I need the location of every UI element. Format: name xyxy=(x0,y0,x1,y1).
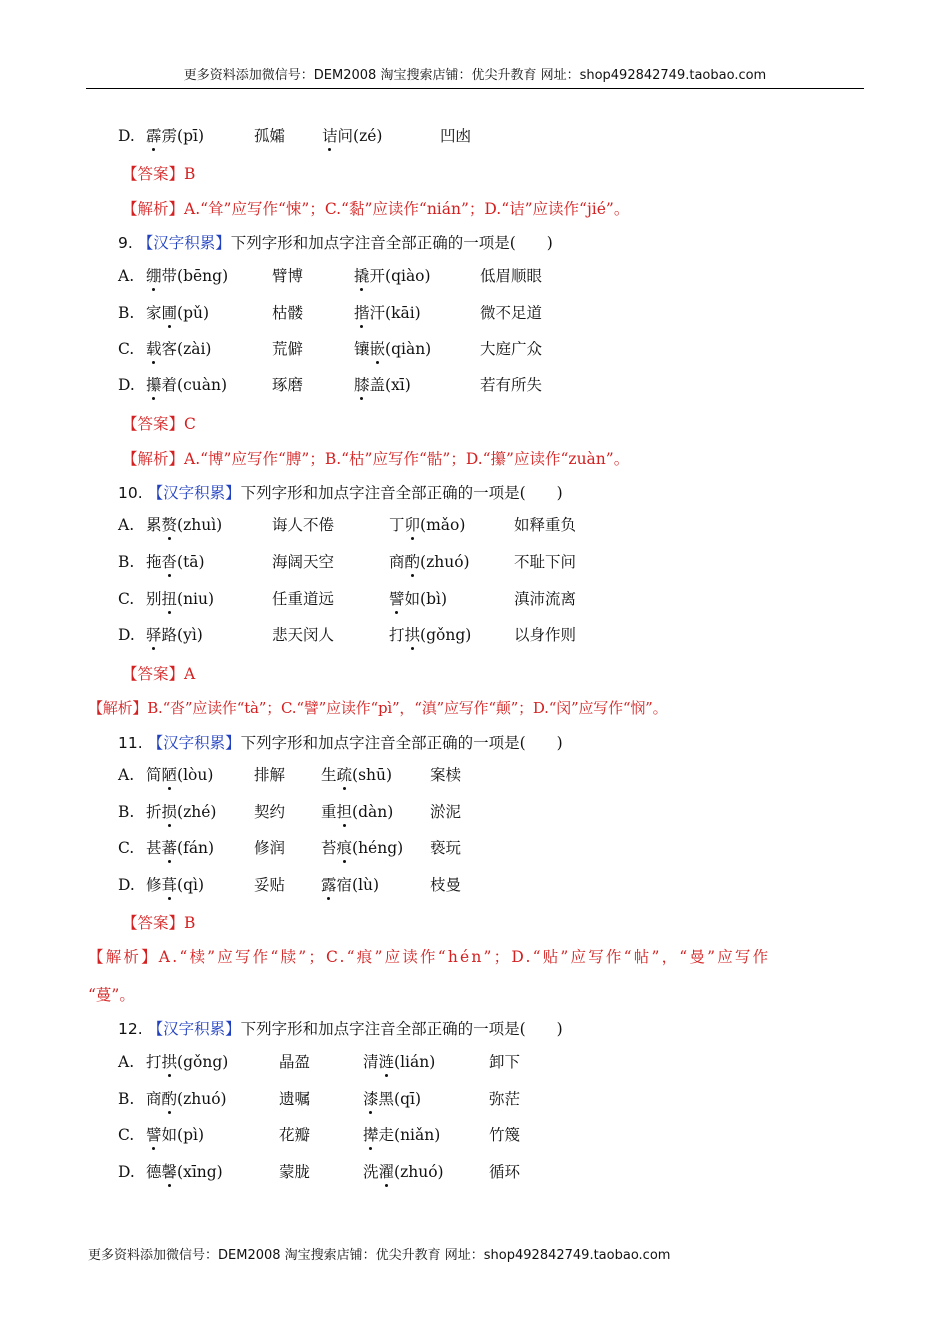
q9-analysis: 【解析】A.“博”应写作“膊”；B.“枯”应写作“骷”；D.“攥”应读作“zuàn”。 xyxy=(122,450,630,468)
q11-option-d: D. 修葺(qì) 妥贴 露宿(lù) 枝曼 xyxy=(118,873,818,897)
page-header: 更多资料添加微信号：DEM2008 淘宝搜索店铺：优尖升教育 网址：shop492842749.taobao.com xyxy=(86,66,864,89)
q11-option-a: A. 简陋(lòu) 排解 生疏(shū) 案椟 xyxy=(118,763,818,787)
q10-option-c: C. 别扭(niu) 任重道远 譬如(bì) 滇沛流离 xyxy=(118,587,818,611)
option-item-3: 诘问(zé) xyxy=(322,124,382,148)
q10-option-b: B. 拖沓(tā) 海阔天空 商酌(zhuó) 不耻下问 xyxy=(118,550,818,574)
q10-analysis: 【解析】B.“沓”应读作“tà”；C.“譬”应读作“pì”，“滇”应写作“颠”；D.“闵”应写作“悯”。 xyxy=(88,699,668,717)
q12-option-c: C. 譬如(pì) 花瓣 撵走(niǎn) 竹篾 xyxy=(118,1123,818,1147)
q11-option-c: C. 甚蕃(fán) 修润 苔痕(héng) 亵玩 xyxy=(118,836,818,860)
category-tag: 【汉字积累】 xyxy=(147,734,241,752)
q10-stem: 10. 【汉字积累】下列字形和加点字注音全部正确的一项是( ) xyxy=(118,484,563,502)
q11-answer: 【答案】B xyxy=(122,914,196,932)
category-tag: 【汉字积累】 xyxy=(147,1020,241,1038)
q12-option-a: A. 打拱(gǒng) 晶盈 清涟(lián) 卸下 xyxy=(118,1050,818,1074)
q9-option-c: C. 载客(zài) 荒僻 镶嵌(qiàn) 大庭广众 xyxy=(118,337,818,361)
q9-option-d: D. 攥着(cuàn) 琢磨 膝盖(xī) 若有所失 xyxy=(118,373,818,397)
q8-option-d xyxy=(118,124,818,148)
q12-option-d: D. 德馨(xīng) 蒙胧 洗濯(zhuó) 循环 xyxy=(118,1160,818,1184)
q8-analysis: 【解析】A.“耸”应写作“悚”；C.“黏”应读作“nián”；D.“诘”应读作“jié”。 xyxy=(122,200,630,218)
q8-answer: 【答案】B xyxy=(122,165,196,183)
option-item-2: 孤孀 xyxy=(254,127,286,145)
q9-option-b: B. 家圃(pǔ) 枯髅 揩汗(kāi) 微不足道 xyxy=(118,301,818,325)
q9-stem: 9. 【汉字积累】下列字形和加点字注音全部正确的一项是( ) xyxy=(118,234,553,252)
q11-analysis-line-2: “蔓”。 xyxy=(88,986,135,1004)
category-tag: 【汉字积累】 xyxy=(137,234,231,252)
q11-stem: 11. 【汉字积累】下列字形和加点字注音全部正确的一项是( ) xyxy=(118,734,563,752)
q12-stem: 12. 【汉字积累】下列字形和加点字注音全部正确的一项是( ) xyxy=(118,1020,563,1038)
q11-analysis-line-1: 【解析】A.“椟”应写作“牍”；C.“痕”应读作“hén”；D.“贴”应写作“帖”，“曼”应写作 xyxy=(88,948,771,966)
q9-answer: 【答案】C xyxy=(122,415,196,433)
q10-option-a: A. 累赘(zhuì) 诲人不倦 丁卯(mǎo) 如释重负 xyxy=(118,513,818,537)
q12-option-b: B. 商酌(zhuó) 遗嘱 漆黑(qī) 弥茫 xyxy=(118,1087,818,1111)
option-item-4: 凹凼 xyxy=(440,127,472,145)
q11-option-b: B. 折损(zhé) 契约 重担(dàn) 淤泥 xyxy=(118,800,818,824)
page-footer: 更多资料添加微信号：DEM2008 淘宝搜索店铺：优尖升教育 网址：shop492842749.taobao.com xyxy=(88,1248,671,1263)
option-item-1: 霹雳(pī) xyxy=(146,124,204,148)
q10-option-d: D. 驿路(yì) 悲天闵人 打拱(gǒng) 以身作则 xyxy=(118,623,818,647)
q10-answer: 【答案】A xyxy=(122,665,196,683)
q9-option-a: A. 绷带(bēng) 臂博 撬开(qiào) 低眉顺眼 xyxy=(118,264,818,288)
option-label: D. xyxy=(118,127,135,145)
category-tag: 【汉字积累】 xyxy=(147,484,241,502)
